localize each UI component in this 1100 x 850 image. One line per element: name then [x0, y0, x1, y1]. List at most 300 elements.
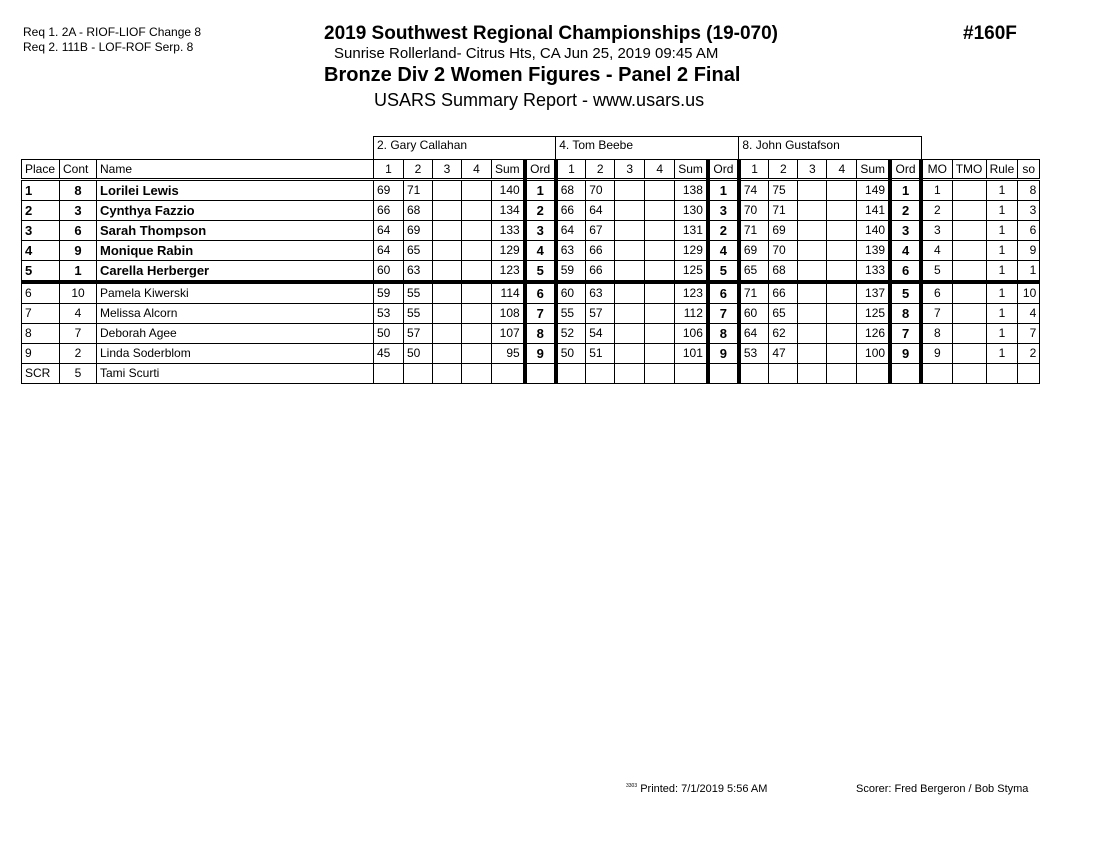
tmo-cell [952, 261, 986, 283]
table-row [22, 180, 1040, 201]
mo-cell: 9 [921, 344, 952, 364]
judge-1-fig1-score: 59 [374, 282, 404, 304]
col-j2-sum: Sum [675, 160, 708, 180]
judge-2-ordinal: 6 [708, 282, 739, 304]
judge-1-sum: 108 [492, 304, 525, 324]
event-title: Bronze Div 2 Women Figures - Panel 2 Final [324, 64, 741, 86]
printed-info [626, 783, 767, 795]
mo-cell: 3 [921, 221, 952, 241]
judge-2-fig4-score [645, 241, 675, 261]
judge-3-ordinal [890, 364, 921, 384]
col-j2-fig2: 2 [586, 160, 615, 180]
place-cell: 1 [22, 180, 60, 201]
judge-3-fig3-score [798, 324, 827, 344]
place-cell: 6 [22, 282, 60, 304]
place-cell: 4 [22, 241, 60, 261]
judge-1-fig3-score [433, 261, 462, 283]
col-cont: Cont [60, 160, 97, 180]
judge-3-fig4-score [827, 221, 857, 241]
so-cell: 6 [1018, 221, 1040, 241]
contestant-number-cell: 5 [60, 364, 97, 384]
tmo-cell [952, 364, 986, 384]
table-row [22, 364, 1040, 384]
judge-3-sum: 125 [857, 304, 890, 324]
col-mo: MO [921, 160, 952, 180]
mo-cell: 5 [921, 261, 952, 283]
judge-3-fig1-score: 74 [739, 180, 769, 201]
judge-1-sum: 140 [492, 180, 525, 201]
judge-3-sum: 139 [857, 241, 890, 261]
col-j1-ord: Ord [525, 160, 556, 180]
judge-1-fig2-score: 55 [404, 304, 433, 324]
judge-2-fig2-score: 67 [586, 221, 615, 241]
table-row [22, 261, 1040, 283]
judge-1-sum: 134 [492, 201, 525, 221]
judge-1-fig1-score: 60 [374, 261, 404, 283]
judge-3-fig3-score [798, 364, 827, 384]
skater-name-cell: Sarah Thompson [97, 221, 374, 241]
skater-name-cell: Tami Scurti [97, 364, 374, 384]
judge-3-ordinal: 2 [890, 201, 921, 221]
judge-3-fig2-score: 62 [769, 324, 798, 344]
col-j2-fig1: 1 [556, 160, 586, 180]
judge-2-fig4-score [645, 324, 675, 344]
so-cell: 2 [1018, 344, 1040, 364]
place-cell: SCR [22, 364, 60, 384]
judges-row [22, 137, 1040, 160]
rule-cell: 1 [986, 344, 1018, 364]
judge-3-sum: 100 [857, 344, 890, 364]
judge-3-fig3-score [798, 201, 827, 221]
col-j1-fig3: 3 [433, 160, 462, 180]
so-cell: 4 [1018, 304, 1040, 324]
place-cell: 8 [22, 324, 60, 344]
col-rule: Rule [986, 160, 1018, 180]
judge-3-sum: 140 [857, 221, 890, 241]
judge-3-fig1-score: 69 [739, 241, 769, 261]
rule-cell: 1 [986, 282, 1018, 304]
judge-3-ordinal: 7 [890, 324, 921, 344]
judge-3-ordinal: 9 [890, 344, 921, 364]
judge-1-fig2-score: 65 [404, 241, 433, 261]
col-tmo: TMO [952, 160, 986, 180]
mo-cell: 7 [921, 304, 952, 324]
judge-1-fig4-score [462, 241, 492, 261]
judge-1-ordinal: 4 [525, 241, 556, 261]
place-cell: 7 [22, 304, 60, 324]
skater-name-cell: Linda Soderblom [97, 344, 374, 364]
judge-3-fig1-score: 70 [739, 201, 769, 221]
judge-2-fig2-score: 64 [586, 201, 615, 221]
judge-3-fig3-score [798, 180, 827, 201]
judge-3-fig1-score: 71 [739, 221, 769, 241]
judge-2-sum: 106 [675, 324, 708, 344]
judge-1-fig1-score: 53 [374, 304, 404, 324]
judge-1-fig3-score [433, 324, 462, 344]
judge-3-sum: 149 [857, 180, 890, 201]
rule-cell: 1 [986, 324, 1018, 344]
judge-3-ordinal: 5 [890, 282, 921, 304]
judge-3-fig3-score [798, 282, 827, 304]
judge-3-fig4-score [827, 324, 857, 344]
col-name: Name [97, 160, 374, 180]
judge-1-ordinal: 8 [525, 324, 556, 344]
judge-1-sum: 129 [492, 241, 525, 261]
judge-1-ordinal: 7 [525, 304, 556, 324]
judge-3-fig2-score: 47 [769, 344, 798, 364]
rule-cell: 1 [986, 221, 1018, 241]
judge-2-fig3-score [615, 221, 645, 241]
judge-1-fig4-score [462, 180, 492, 201]
judge-2-fig2-score: 66 [586, 241, 615, 261]
mo-cell: 8 [921, 324, 952, 344]
judge-3-fig2-score: 65 [769, 304, 798, 324]
judge-2-fig3-score [615, 201, 645, 221]
judge-2-name: 4. Tom Beebe [556, 137, 739, 160]
mo-cell: 6 [921, 282, 952, 304]
judge-3-fig4-score [827, 304, 857, 324]
judge-2-sum: 138 [675, 180, 708, 201]
skater-name-cell: Deborah Agee [97, 324, 374, 344]
judge-1-fig2-score: 69 [404, 221, 433, 241]
so-cell: 9 [1018, 241, 1040, 261]
judge-2-fig4-score [645, 364, 675, 384]
judge-1-fig1-score: 69 [374, 180, 404, 201]
judge-2-fig4-score [645, 282, 675, 304]
judge-1-fig2-score: 50 [404, 344, 433, 364]
contestant-number-cell: 9 [60, 241, 97, 261]
event-number: #160F [963, 23, 1017, 44]
contestant-number-cell: 4 [60, 304, 97, 324]
judge-2-fig3-score [615, 180, 645, 201]
rule-cell: 1 [986, 201, 1018, 221]
contestant-number-cell: 8 [60, 180, 97, 201]
judge-2-fig4-score [645, 201, 675, 221]
skater-name-cell: Lorilei Lewis [97, 180, 374, 201]
skater-name-cell: Cynthya Fazzio [97, 201, 374, 221]
judge-3-fig4-score [827, 261, 857, 283]
requirement-2: Req 2. 111B - LOF-ROF Serp. 8 [23, 40, 194, 54]
table-row [22, 221, 1040, 241]
mo-cell: 4 [921, 241, 952, 261]
tmo-cell [952, 221, 986, 241]
judge-1-fig4-score [462, 344, 492, 364]
column-header-row [22, 160, 1040, 180]
tmo-cell [952, 324, 986, 344]
judge-3-fig2-score [769, 364, 798, 384]
so-cell: 8 [1018, 180, 1040, 201]
judge-2-fig4-score [645, 344, 675, 364]
table-row [22, 324, 1040, 344]
rule-cell: 1 [986, 261, 1018, 283]
tmo-cell [952, 344, 986, 364]
judge-3-name: 8. John Gustafson [739, 137, 921, 160]
judge-1-fig1-score: 64 [374, 221, 404, 241]
tmo-cell [952, 201, 986, 221]
judge-3-ordinal: 6 [890, 261, 921, 283]
judge-1-ordinal [525, 364, 556, 384]
judge-1-fig1-score [374, 364, 404, 384]
judge-3-fig2-score: 68 [769, 261, 798, 283]
judge-1-fig2-score: 68 [404, 201, 433, 221]
col-j1-fig1: 1 [374, 160, 404, 180]
judge-1-fig4-score [462, 221, 492, 241]
judge-1-sum [492, 364, 525, 384]
judge-3-fig4-score [827, 180, 857, 201]
col-place: Place [22, 160, 60, 180]
so-cell: 10 [1018, 282, 1040, 304]
so-cell [1018, 364, 1040, 384]
judge-1-fig3-score [433, 344, 462, 364]
judge-2-fig2-score: 63 [586, 282, 615, 304]
judge-3-fig1-score: 60 [739, 304, 769, 324]
tmo-cell [952, 180, 986, 201]
contestant-number-cell: 1 [60, 261, 97, 283]
judge-2-fig1-score: 52 [556, 324, 586, 344]
judge-1-sum: 133 [492, 221, 525, 241]
printed-timestamp: Printed: 7/1/2019 5:56 AM [640, 783, 768, 795]
judge-1-fig4-score [462, 282, 492, 304]
table-row [22, 282, 1040, 304]
judge-1-fig2-score: 55 [404, 282, 433, 304]
judge-1-fig1-score: 64 [374, 241, 404, 261]
judge-3-fig1-score: 53 [739, 344, 769, 364]
judge-2-fig3-score [615, 324, 645, 344]
judge-3-fig2-score: 75 [769, 180, 798, 201]
place-cell: 5 [22, 261, 60, 283]
col-j3-fig4: 4 [827, 160, 857, 180]
judge-3-fig3-score [798, 241, 827, 261]
judge-1-fig4-score [462, 201, 492, 221]
contestant-number-cell: 3 [60, 201, 97, 221]
scorer-info: Scorer: Fred Bergeron / Bob Styma [856, 783, 1029, 795]
judge-2-fig2-score: 70 [586, 180, 615, 201]
tmo-cell [952, 304, 986, 324]
judge-1-fig3-score [433, 282, 462, 304]
judge-1-name: 2. Gary Callahan [374, 137, 556, 160]
skater-name-cell: Monique Rabin [97, 241, 374, 261]
competition-title: 2019 Southwest Regional Championships (19-070) [324, 23, 778, 44]
col-j3-ord: Ord [890, 160, 921, 180]
col-j1-sum: Sum [492, 160, 525, 180]
judge-3-fig2-score: 66 [769, 282, 798, 304]
skater-name-cell: Melissa Alcorn [97, 304, 374, 324]
judge-1-fig4-score [462, 304, 492, 324]
judge-3-fig4-score [827, 241, 857, 261]
place-cell: 3 [22, 221, 60, 241]
judge-2-fig2-score: 54 [586, 324, 615, 344]
judge-2-sum: 131 [675, 221, 708, 241]
judge-3-fig4-score [827, 282, 857, 304]
judge-2-fig2-score [586, 364, 615, 384]
col-j2-ord: Ord [708, 160, 739, 180]
judge-3-fig2-score: 71 [769, 201, 798, 221]
judge-1-fig2-score: 57 [404, 324, 433, 344]
judge-2-fig1-score: 64 [556, 221, 586, 241]
judge-3-fig1-score [739, 364, 769, 384]
judge-2-ordinal: 4 [708, 241, 739, 261]
judge-3-fig4-score [827, 364, 857, 384]
judge-3-sum [857, 364, 890, 384]
judge-2-fig1-score [556, 364, 586, 384]
contestant-number-cell: 7 [60, 324, 97, 344]
mo-cell [921, 364, 952, 384]
so-cell: 3 [1018, 201, 1040, 221]
judge-1-fig3-score [433, 201, 462, 221]
judge-2-sum: 125 [675, 261, 708, 283]
judge-1-fig4-score [462, 324, 492, 344]
judge-2-fig2-score: 57 [586, 304, 615, 324]
so-cell: 7 [1018, 324, 1040, 344]
judge-3-sum: 141 [857, 201, 890, 221]
judge-2-fig4-score [645, 221, 675, 241]
judge-3-sum: 126 [857, 324, 890, 344]
judge-2-fig1-score: 59 [556, 261, 586, 283]
judge-3-fig1-score: 71 [739, 282, 769, 304]
judge-2-ordinal: 5 [708, 261, 739, 283]
judge-2-sum: 130 [675, 201, 708, 221]
judge-1-fig1-score: 45 [374, 344, 404, 364]
judge-2-ordinal: 3 [708, 201, 739, 221]
judge-1-fig4-score [462, 261, 492, 283]
judge-2-fig3-score [615, 261, 645, 283]
judge-2-fig1-score: 66 [556, 201, 586, 221]
judge-1-ordinal: 5 [525, 261, 556, 283]
judge-3-fig3-score [798, 261, 827, 283]
mo-cell: 1 [921, 180, 952, 201]
skater-name-cell: Pamela Kiwerski [97, 282, 374, 304]
judge-2-fig3-score [615, 344, 645, 364]
col-j1-fig2: 2 [404, 160, 433, 180]
judge-2-fig1-score: 60 [556, 282, 586, 304]
judge-3-fig2-score: 69 [769, 221, 798, 241]
tmo-cell [952, 282, 986, 304]
judge-2-fig4-score [645, 180, 675, 201]
judge-3-fig3-score [798, 304, 827, 324]
col-j3-fig2: 2 [769, 160, 798, 180]
judge-2-fig1-score: 63 [556, 241, 586, 261]
col-so: so [1018, 160, 1040, 180]
tmo-cell [952, 241, 986, 261]
judge-1-fig3-score [433, 241, 462, 261]
judge-2-fig4-score [645, 304, 675, 324]
col-j3-fig1: 1 [739, 160, 769, 180]
judge-1-ordinal: 3 [525, 221, 556, 241]
judge-1-fig1-score: 66 [374, 201, 404, 221]
judge-1-sum: 114 [492, 282, 525, 304]
place-cell: 9 [22, 344, 60, 364]
judge-2-sum: 129 [675, 241, 708, 261]
rule-cell [986, 364, 1018, 384]
judge-1-sum: 95 [492, 344, 525, 364]
judge-1-sum: 123 [492, 261, 525, 283]
judge-1-fig3-score [433, 364, 462, 384]
judge-2-fig1-score: 50 [556, 344, 586, 364]
rule-cell: 1 [986, 180, 1018, 201]
judge-1-fig2-score [404, 364, 433, 384]
judge-3-fig4-score [827, 201, 857, 221]
col-j2-fig4: 4 [645, 160, 675, 180]
judge-1-fig3-score [433, 221, 462, 241]
judge-1-ordinal: 6 [525, 282, 556, 304]
judge-2-ordinal: 8 [708, 324, 739, 344]
results-table [21, 136, 1040, 384]
judge-2-sum: 123 [675, 282, 708, 304]
judge-3-sum: 133 [857, 261, 890, 283]
judge-1-fig4-score [462, 364, 492, 384]
judge-2-fig3-score [615, 364, 645, 384]
requirement-1: Req 1. 2A - RIOF-LIOF Change 8 [23, 25, 202, 39]
judge-1-ordinal: 2 [525, 201, 556, 221]
judge-2-fig1-score: 55 [556, 304, 586, 324]
judge-3-fig1-score: 64 [739, 324, 769, 344]
judge-2-sum [675, 364, 708, 384]
so-cell: 1 [1018, 261, 1040, 283]
rule-cell: 1 [986, 241, 1018, 261]
contestant-number-cell: 10 [60, 282, 97, 304]
judge-2-fig4-score [645, 261, 675, 283]
judge-1-ordinal: 1 [525, 180, 556, 201]
skater-name-cell: Carella Herberger [97, 261, 374, 283]
judge-3-fig2-score: 70 [769, 241, 798, 261]
judge-2-ordinal: 7 [708, 304, 739, 324]
judge-2-fig2-score: 51 [586, 344, 615, 364]
judge-2-ordinal: 2 [708, 221, 739, 241]
judge-1-fig3-score [433, 180, 462, 201]
table-row [22, 201, 1040, 221]
judge-2-ordinal: 9 [708, 344, 739, 364]
contestant-number-cell: 2 [60, 344, 97, 364]
mo-cell: 2 [921, 201, 952, 221]
judge-3-fig4-score [827, 344, 857, 364]
judge-2-fig3-score [615, 241, 645, 261]
judge-2-fig3-score [615, 304, 645, 324]
judge-1-fig2-score: 71 [404, 180, 433, 201]
contestant-number-cell: 6 [60, 221, 97, 241]
judge-3-ordinal: 1 [890, 180, 921, 201]
table-row [22, 241, 1040, 261]
judge-3-ordinal: 3 [890, 221, 921, 241]
judge-1-sum: 107 [492, 324, 525, 344]
judge-2-ordinal [708, 364, 739, 384]
judge-2-sum: 112 [675, 304, 708, 324]
col-j3-fig3: 3 [798, 160, 827, 180]
judge-1-fig2-score: 63 [404, 261, 433, 283]
col-j1-fig4: 4 [462, 160, 492, 180]
judge-2-fig2-score: 66 [586, 261, 615, 283]
judge-3-fig3-score [798, 221, 827, 241]
col-j2-fig3: 3 [615, 160, 645, 180]
judge-2-fig1-score: 68 [556, 180, 586, 201]
rule-cell: 1 [986, 304, 1018, 324]
judge-3-ordinal: 8 [890, 304, 921, 324]
judge-1-ordinal: 9 [525, 344, 556, 364]
judge-1-fig1-score: 50 [374, 324, 404, 344]
judge-2-fig3-score [615, 282, 645, 304]
col-j3-sum: Sum [857, 160, 890, 180]
table-row [22, 304, 1040, 324]
judge-3-ordinal: 4 [890, 241, 921, 261]
place-cell: 2 [22, 201, 60, 221]
judge-2-ordinal: 1 [708, 180, 739, 201]
judge-3-sum: 137 [857, 282, 890, 304]
judge-3-fig3-score [798, 344, 827, 364]
report-subtitle: USARS Summary Report - www.usars.us [374, 90, 705, 110]
judge-1-fig3-score [433, 304, 462, 324]
judge-2-sum: 101 [675, 344, 708, 364]
venue-datetime: Sunrise Rollerland- Citrus Hts, CA Jun 25, 2019 09:45 AM [334, 45, 719, 62]
report-code: 3303 [626, 783, 638, 789]
